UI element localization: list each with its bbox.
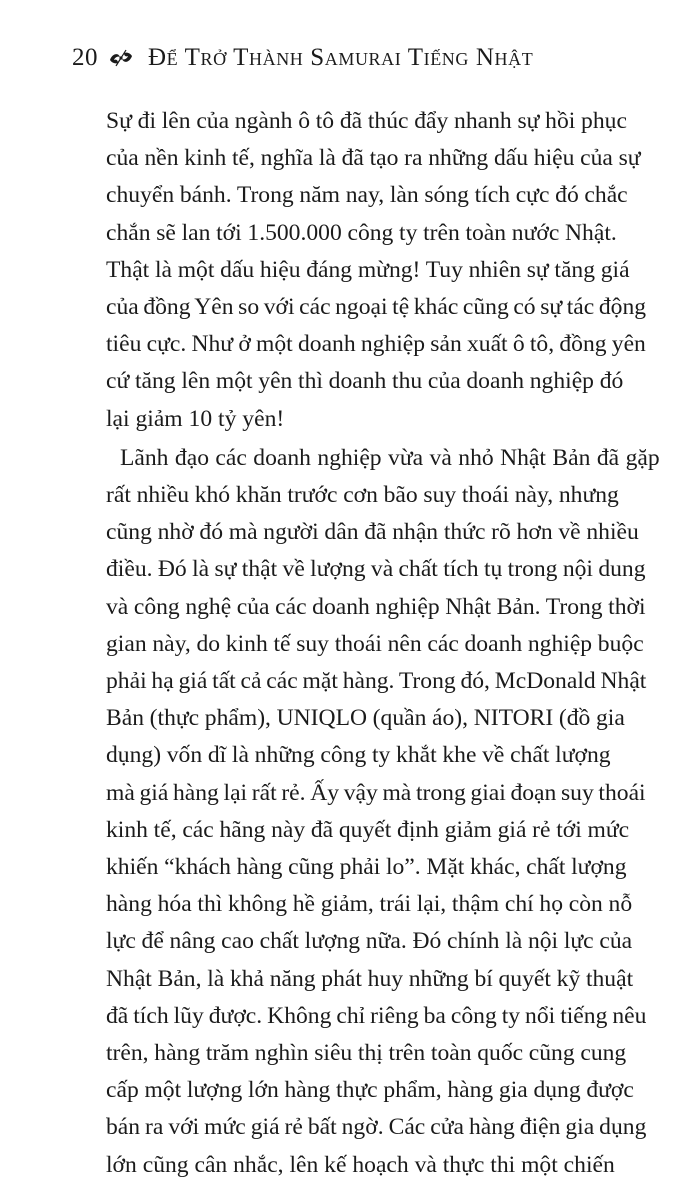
page-number: 20 — [72, 44, 98, 71]
text-line: của nền kinh tế, nghĩa là đã tạo ra những dấu hiệu của sự — [106, 145, 641, 172]
page-header — [72, 44, 660, 72]
text-line: phải hạ giá tất cả các mặt hàng. Trong đó, McDonald Nhật — [106, 668, 647, 695]
text-line: hàng hóa thì không hề giảm, trái lại, thậm chí họ còn nỗ — [106, 891, 633, 918]
text-line: Bản (thực phẩm), UNIQLO (quần áo), NITORI (đồ gia — [106, 705, 625, 732]
text-line: lớn cũng cân nhắc, lên kế hoạch và thực thi một chiến — [106, 1151, 615, 1178]
floral-ornament-icon — [106, 46, 136, 70]
text-line: và công nghệ của các doanh nghiệp Nhật Bản. Trong thời — [106, 593, 646, 620]
text-line: Thật là một dấu hiệu đáng mừng! Tuy nhiên sự tăng giá — [106, 256, 630, 283]
text-line: Lãnh đạo các doanh nghiệp vừa và nhỏ Nhật Bản đã gặp — [120, 444, 660, 471]
text-line: mà giá hàng lại rất rẻ. Ấy vậy mà trong giai đoạn suy thoái — [106, 779, 646, 806]
text-line: chắn sẽ lan tới 1.500.000 công ty trên toàn nước Nhật. — [106, 219, 617, 246]
paragraph — [106, 440, 660, 1184]
text-line: rất nhiều khó khăn trước cơn bão suy thoái này, nhưng — [106, 482, 619, 509]
text-line: bán ra với mức giá rẻ bất ngờ. Các cửa hàng điện gia dụng — [106, 1114, 647, 1141]
text-line: gian này, do kinh tế suy thoái nên các doanh nghiệp buộc — [106, 630, 644, 657]
text-line: chuyển bánh. Trong năm nay, làn sóng tích cực đó chắc — [106, 182, 628, 209]
paragraph — [106, 103, 648, 438]
text-line: trên, hàng trăm nghìn siêu thị trên toàn quốc cũng cung — [106, 1040, 627, 1067]
body-text — [106, 103, 660, 1184]
running-title: Để Trở Thành Samurai Tiếng Nhật — [148, 44, 534, 71]
text-line: đã tích lũy được. Không chỉ riêng ba công ty nổi tiếng nêu — [106, 1002, 647, 1029]
text-line: lại giảm 10 tỷ yên! — [106, 405, 285, 432]
text-line: lực để nâng cao chất lượng nữa. Đó chính là nội lực của — [106, 928, 633, 955]
text-line: kinh tế, các hãng này đã quyết định giảm giá rẻ tới mức — [106, 816, 630, 843]
text-line: dụng) vốn dĩ là những công ty khắt khe về chất lượng — [106, 742, 611, 769]
text-line: khiến “khách hàng cũng phải lo”. Mặt khác, chất lượng — [106, 854, 627, 881]
text-line: cũng nhờ đó mà người dân đã nhận thức rõ hơn về nhiều — [106, 519, 639, 546]
text-line: tiêu cực. Như ở một doanh nghiệp sản xuất ô tô, đồng yên — [106, 331, 646, 358]
text-line: Sự đi lên của ngành ô tô đã thúc đẩy nhanh sự hồi phục — [106, 108, 627, 134]
text-line: điều. Đó là sự thật về lượng và chất tích tụ trong nội dung — [106, 556, 646, 583]
text-line: của đồng Yên so với các ngoại tệ khác cũng có sự tác động — [106, 294, 647, 321]
text-line: cứ tăng lên một yên thì doanh thu của doanh nghiệp đó — [106, 368, 624, 395]
text-line: cấp một lượng lớn hàng thực phẩm, hàng gia dụng được — [106, 1077, 634, 1104]
text-line: Nhật Bản, là khả năng phát huy những bí quyết kỹ thuật — [106, 965, 634, 992]
